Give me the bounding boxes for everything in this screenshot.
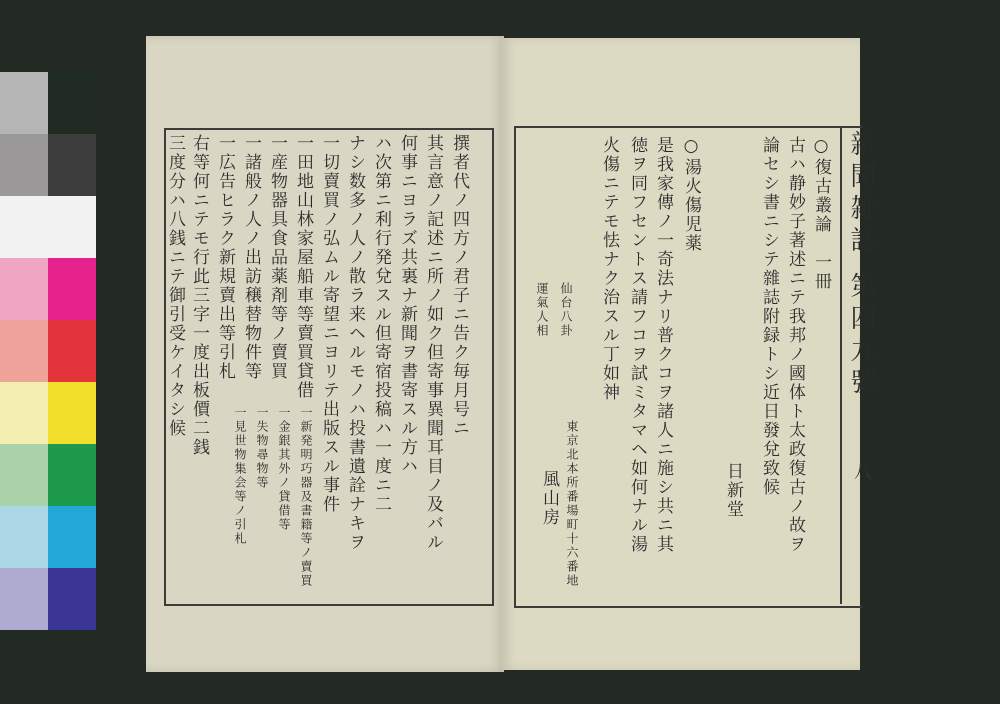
page-number: 八 bbox=[851, 462, 872, 480]
calibration-chip bbox=[48, 568, 96, 630]
calibration-chip bbox=[0, 196, 48, 258]
left-col-1: 撰者代ノ四方ノ君子ニ告ク毎月号ニ bbox=[449, 134, 469, 438]
left-col-10: 一広告ヒラク新規賣出等引札 bbox=[215, 134, 235, 381]
right-col-1: ○復古叢論 一冊 bbox=[811, 136, 831, 291]
calibration-chip bbox=[0, 134, 48, 196]
calibration-chip bbox=[48, 196, 96, 258]
calibration-chip bbox=[48, 134, 96, 196]
left-col-2: 其言意ノ記述ニ所ノ如ク但寄事異聞耳目ノ及バル bbox=[423, 134, 443, 552]
calibration-chip bbox=[48, 444, 96, 506]
left-col-4: ハ次第ニ利行発兌スル但寄宿投稿ハ一度ニ二 bbox=[371, 134, 391, 514]
calibration-chip bbox=[48, 382, 96, 444]
left-col-11: 右等何ニテモ行此三字一度出板價二銭 bbox=[189, 134, 209, 457]
left-col-8: 一産物器具食品薬剤等ノ賣買 bbox=[267, 134, 287, 381]
right-col-11: 東京北本所番場町十六番地 bbox=[565, 420, 579, 588]
left-col-7: 一田地山林家屋船車等賣買貸借 bbox=[293, 134, 313, 400]
right-col-2: 古ハ静妙子著述ニテ我邦ノ國体ト太政復古ノ故ヲ bbox=[785, 136, 805, 554]
calibration-chip bbox=[0, 444, 48, 506]
right-col-12: 風山房 bbox=[539, 470, 559, 527]
calibration-chip bbox=[0, 320, 48, 382]
left-col-12: 三度分ハ八銭ニテ御引受ケイタシ候 bbox=[165, 134, 185, 438]
right-col-6: 是我家傳ノ一奇法ナリ普クコヲ諸人ニ施シ共ニ其 bbox=[653, 136, 673, 554]
calibration-chip bbox=[0, 568, 48, 630]
calibration-chip bbox=[48, 72, 96, 134]
calibration-chip bbox=[48, 258, 96, 320]
left-col-5: ナシ数多ノ人ノ散ラ来ヘルモノハ投書遺詮ナキヲ bbox=[345, 134, 365, 552]
calibration-chip bbox=[0, 72, 48, 134]
right-col-5: ○湯火傷児薬 bbox=[681, 136, 701, 253]
right-col-4: 日新堂 bbox=[723, 462, 743, 519]
calibration-chip bbox=[48, 506, 96, 568]
left-note-1: 一新発明巧器及書籍等ノ賣買 bbox=[299, 406, 313, 588]
right-col-9: 仙台八卦 bbox=[559, 282, 573, 338]
left-note-4: 一見世物集会等ノ引札 bbox=[233, 406, 247, 546]
left-col-9: 一諸般ノ人ノ出訪穣替物件等 bbox=[241, 134, 261, 381]
right-col-3: 論セシ書ニシテ雜誌附録トシ近日發兌致候 bbox=[759, 136, 779, 497]
right-col-8: 火傷ニテモ怯ナク治スル丁如神 bbox=[599, 136, 619, 402]
newspaper-title: 新聞雑誌 第四九號 bbox=[846, 130, 876, 401]
title-divider bbox=[840, 126, 842, 604]
color-calibration-chart bbox=[0, 72, 96, 634]
left-note-2: 一金銀其外ノ貸借等 bbox=[277, 406, 291, 532]
calibration-chip bbox=[0, 506, 48, 568]
right-col-7: 徳ヲ同フセントス請フコヲ試ミタマヘ如何ナル湯 bbox=[627, 136, 647, 554]
left-note-3: 一失物尋物等 bbox=[255, 406, 269, 490]
calibration-chip bbox=[0, 258, 48, 320]
calibration-chip bbox=[0, 382, 48, 444]
left-col-6: 一切賣買ノ弘ムル寄望ニヨリテ出版スル事件 bbox=[319, 134, 339, 514]
calibration-chip bbox=[48, 320, 96, 382]
left-col-3: 何事ニヨラズ共裏ナ新聞ヲ書寄スル方ハ bbox=[397, 134, 417, 476]
right-col-10: 運氣人相 bbox=[535, 282, 549, 338]
